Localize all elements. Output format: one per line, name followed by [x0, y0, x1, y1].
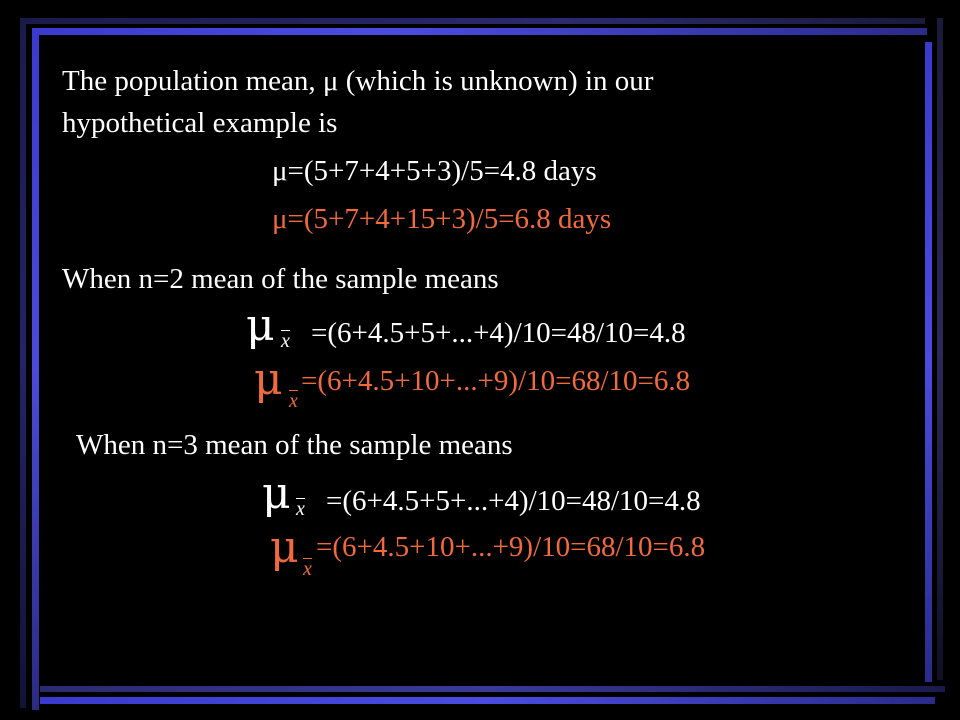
- n3-sample-means-equation: =(6+4.5+5+...+4)/10=48/10=4.8: [326, 485, 701, 517]
- n3-xbar-subscript-outlier: x: [303, 558, 312, 580]
- n3-sample-means-equation-outlier: =(6+4.5+10+...+9)/10=68/10=6.8: [316, 531, 706, 563]
- frame-bar-right-inner: [925, 42, 932, 682]
- population-mean-equation: μ=(5+7+4+5+3)/5=4.8 days: [272, 155, 597, 187]
- n2-mu-symbol: μ: [246, 300, 275, 351]
- n3-xbar-subscript: x: [296, 498, 305, 520]
- intro-line-2: hypothetical example is: [62, 107, 338, 139]
- frame-bar-right-outer: [937, 18, 943, 680]
- frame-bar-left-outer: [20, 18, 26, 708]
- n2-heading: When n=2 mean of the sample means: [62, 263, 499, 295]
- frame-bar-bottom-outer: [40, 686, 945, 692]
- intro-line-1: The population mean, μ (which is unknown) in our: [62, 65, 654, 97]
- frame-bar-top-inner: [32, 28, 927, 35]
- frame-bar-left-inner: [32, 28, 39, 710]
- n2-xbar-subscript: x: [281, 330, 290, 352]
- n3-mu-symbol: μ: [262, 468, 291, 519]
- population-mean-equation-outlier: μ=(5+7+4+15+3)/5=6.8 days: [272, 203, 612, 235]
- n2-mu-symbol-outlier: μ: [254, 354, 283, 405]
- n3-heading: When n=3 mean of the sample means: [76, 429, 513, 461]
- n2-sample-means-equation: =(6+4.5+5+...+4)/10=48/10=4.8: [311, 317, 686, 349]
- n3-mu-symbol-outlier: μ: [270, 522, 299, 573]
- frame-bar-bottom-inner: [40, 697, 935, 704]
- frame-bar-top-outer: [20, 18, 925, 24]
- n2-sample-means-equation-outlier: =(6+4.5+10+...+9)/10=68/10=6.8: [301, 365, 691, 397]
- n2-xbar-subscript-outlier: x: [289, 390, 298, 412]
